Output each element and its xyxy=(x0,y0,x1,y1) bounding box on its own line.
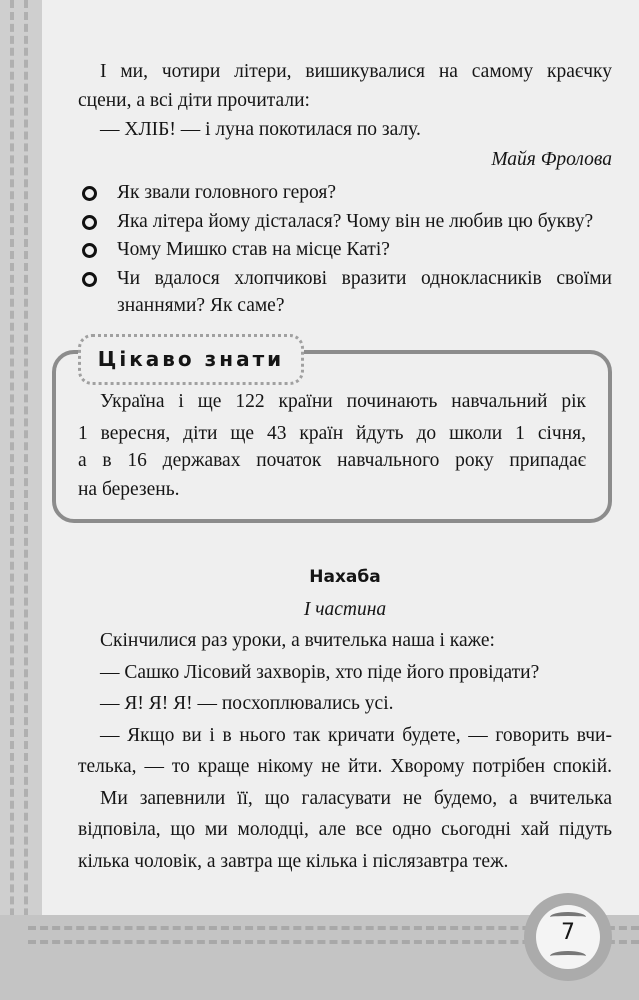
story-line: — Сашко Лісовий захворів, хто піде його провідати? xyxy=(100,662,540,683)
story-subtitle: І частина xyxy=(303,599,387,620)
fact-line: на березень. xyxy=(78,479,180,500)
fact-line: а в 16 державах початок навчального року припадає xyxy=(78,450,586,471)
bullet-circle-icon xyxy=(82,272,97,287)
fact-line: Україна і ще 122 країни починають навчальний рік xyxy=(100,391,586,412)
story-line: — Я! Я! Я! — посхоплювались усі. xyxy=(100,693,394,714)
bullet-circle-icon xyxy=(82,186,97,201)
story-line: телька, — то краще нікому не йти. Хворому потрібен спокій. xyxy=(78,756,612,777)
story-line: — Якщо ви і в нього так кричати будете, — говорить вчи- xyxy=(100,725,612,746)
story-title: Нахаба xyxy=(309,567,381,587)
bullet-circle-icon xyxy=(82,215,97,230)
stitch-icon xyxy=(550,951,586,961)
fact-box-title: Цікаво знати xyxy=(78,334,304,385)
story-line: Скінчилися раз уроки, а вчителька наша і каже: xyxy=(100,630,495,651)
story-line: відповіла, що ми молодці, але все одно сьогодні хай підуть xyxy=(78,819,612,840)
story-line: кілька чоловік, а завтра ще кілька і післязавтра теж. xyxy=(78,851,509,872)
fact-line: 1 вересня, діти ще 43 країн йдуть до школи 1 січня, xyxy=(78,423,586,444)
page-number-badge xyxy=(536,905,600,969)
left-border-strip xyxy=(0,0,42,1000)
story-line: Ми запевнили її, що галасувати не будемо, а вчителька xyxy=(100,788,612,809)
author: Майя Фролова xyxy=(491,149,612,170)
text-line: І ми, чотири літери, вишикувалися на самому краєчку xyxy=(100,61,612,82)
bullet-circle-icon xyxy=(82,243,97,258)
stitch-line xyxy=(24,0,28,1000)
text-line: — ХЛІБ! — і луна покотилася по залу. xyxy=(100,119,421,140)
page-number: 7 xyxy=(561,920,575,945)
text-line: сцени, а всі діти прочитали: xyxy=(78,90,310,111)
stitch-line xyxy=(10,0,14,1000)
